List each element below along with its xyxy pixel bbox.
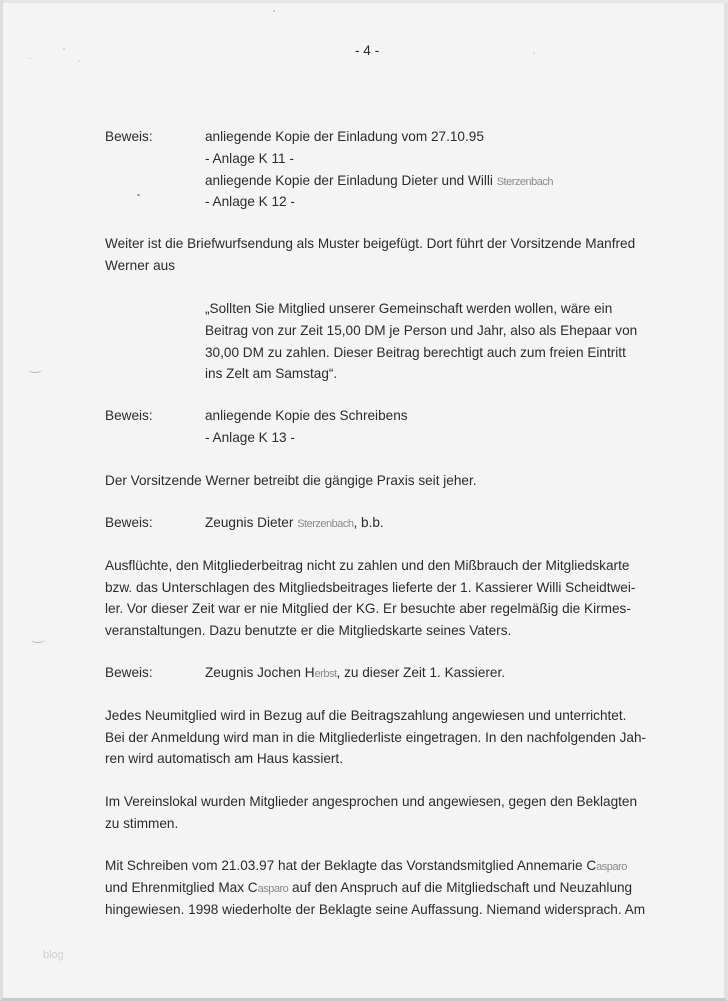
paragraph-line: Bei der Anmeldung wird man in die Mitgliederliste eingetragen. In den nachfolgenden Jah-	[105, 730, 647, 745]
watermark: blog	[43, 949, 64, 961]
evidence-line	[205, 173, 553, 190]
faded-name: asparo	[596, 861, 627, 873]
quote-line: 30,00 DM zu zahlen. Dieser Beitrag berechtigt auch zum freien Eintritt	[205, 345, 626, 360]
paragraph-line: bzw. das Unterschlagen des Mitgliedsbeitrages lieferte der 1. Kassierer Willi Scheidtwei-	[105, 580, 636, 595]
paragraph-line: Ausflüchte, den Mitgliederbeitrag nicht zu zahlen und den Mißbrauch der Mitgliedskarte	[105, 558, 630, 573]
faded-name: asparo	[257, 883, 289, 895]
evidence-line: anliegende Kopie des Schreibens	[205, 408, 408, 423]
paragraph-line: ren wird automatisch am Haus kassiert.	[105, 751, 343, 766]
beweis-label: Beweis:	[105, 129, 153, 144]
paragraph-line	[105, 880, 632, 897]
paragraph-line: ler. Vor dieser Zeit war er nie Mitglied der KG. Er besuchte aber regelmäßig die Kirmes-	[105, 601, 631, 616]
paragraph-line: Werner aus	[105, 258, 176, 273]
quote-line: Beitrag von zur Zeit 15,00 DM je Person und Jahr, also als Ehepaar von	[205, 323, 638, 338]
margin-smudge	[31, 636, 45, 643]
evidence-line	[205, 515, 384, 532]
paragraph-line: zu stimmen.	[105, 816, 179, 831]
scan-speck	[63, 48, 65, 50]
scan-speck	[28, 58, 31, 59]
quote-line: „Sollten Sie Mitglied unserer Gemeinschaft werden wollen, wäre ein	[205, 301, 613, 316]
beweis-label: Beweis:	[105, 515, 153, 530]
evidence-line: - Anlage K 12 -	[205, 194, 295, 209]
evidence-line	[205, 665, 505, 682]
faded-name: Sterzenbach	[496, 176, 553, 188]
evidence-line: anliegende Kopie der Einladung vom 27.10.95	[205, 129, 484, 144]
scan-speck	[273, 10, 275, 12]
evidence-text: anliegende Kopie der Einladung Dieter und Willi	[205, 173, 497, 188]
paragraph-line: Jedes Neumitglied wird in Bezug auf die Beitragszahlung angewiesen und unterrichtet.	[105, 708, 627, 723]
paragraph-text: und Ehrenmitglied Max C	[105, 880, 258, 895]
page-top-edge	[3, 0, 728, 3]
evidence-text: , b.b.	[353, 515, 384, 530]
evidence-line: - Anlage K 13 -	[205, 430, 295, 445]
paragraph-line: hingewiesen. 1998 wiederholte der Beklagte seine Auffassung. Niemand widersprach. Am	[105, 902, 646, 917]
quote-line: ins Zelt am Samstag“.	[205, 366, 338, 381]
beweis-label: Beweis:	[105, 665, 153, 680]
evidence-text: Zeugnis Jochen H	[205, 665, 315, 680]
paragraph-line: Der Vorsitzende Werner betreibt die gängige Praxis seit jeher.	[105, 473, 477, 488]
paragraph-line: veranstaltungen. Dazu benutzte er die Mitgliedskarte seines Vaters.	[105, 623, 512, 638]
paragraph-line: Im Vereinslokal wurden Mitglieder angesprochen und angewiesen, gegen den Beklagten	[105, 794, 638, 809]
paragraph-line: Weiter ist die Briefwurfsendung als Muster beigefügt. Dort führt der Vorsitzende Manfred	[105, 236, 636, 251]
beweis-label: Beweis:	[105, 408, 153, 423]
evidence-text: , zu dieser Zeit 1. Kassierer.	[336, 665, 506, 680]
paragraph-text: auf den Anspruch auf die Mitgliedschaft und Neuzahlung	[288, 880, 633, 895]
paragraph-text: Mit Schreiben vom 21.03.97 hat der Beklagte das Vorstandsmitglied Annemarie C	[105, 858, 597, 873]
faded-name: Sterzenbach	[297, 518, 354, 530]
evidence-line: - Anlage K 11 -	[205, 151, 294, 166]
scan-speck	[137, 194, 140, 196]
evidence-text: Zeugnis Dieter	[205, 515, 298, 530]
scan-speck	[78, 60, 80, 62]
margin-smudge	[28, 366, 42, 373]
scan-speck	[533, 52, 535, 54]
page-number: - 4 -	[355, 43, 380, 58]
paragraph-line	[105, 858, 627, 875]
faded-name: erbst	[314, 668, 337, 680]
